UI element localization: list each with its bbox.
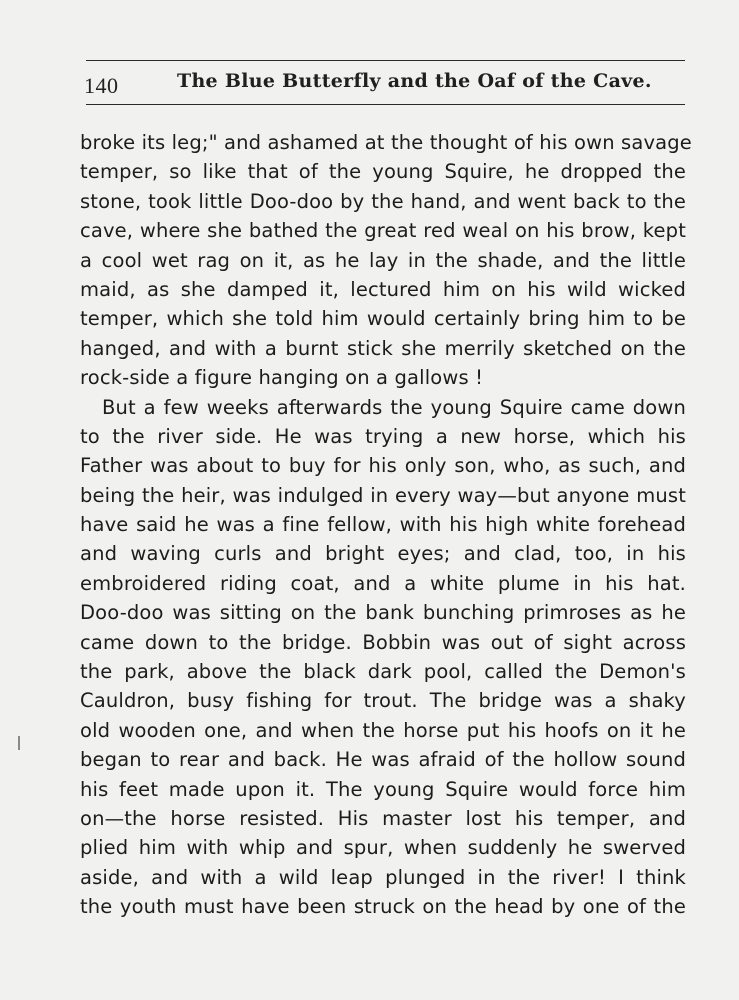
- text-line: rock-side a figure hanging on a gallows !: [80, 366, 484, 390]
- body-text: [80, 128, 692, 922]
- text-line: plied him with whip and spur, when suddenly he swerved: [80, 836, 686, 860]
- running-title: The Blue Butterfly and the Oaf of the Cave.: [177, 70, 652, 92]
- text-line: have said he was a fine fellow, with his high white forehead: [80, 513, 686, 537]
- text-line: Father was about to buy for his only son, who, as such, and: [80, 454, 686, 478]
- text-line: cave, where she bathed the great red weal on his brow, kept: [80, 219, 686, 243]
- text-line: came down to the bridge. Bobbin was out of sight across: [80, 630, 686, 654]
- text-line: broke its leg;" and ashamed at the thought of his own savage: [80, 131, 692, 154]
- text-line: and waving curls and bright eyes; and clad, too, in his: [80, 542, 686, 566]
- text-line: temper, which she told him would certainly bring him to be: [80, 307, 686, 331]
- text-line: the park, above the black dark pool, called the Demon's: [80, 660, 686, 684]
- text-line: his feet made upon it. The young Squire would force him: [80, 777, 686, 801]
- text-line: began to rear and back. He was afraid of the hollow sound: [80, 748, 686, 772]
- text-line: Cauldron, busy fishing for trout. The bridge was a shaky: [80, 689, 686, 713]
- text-line: maid, as she damped it, lectured him on his wild wicked: [80, 277, 686, 301]
- text-line: to the river side. He was trying a new horse, which his: [80, 424, 686, 448]
- print-speck: [18, 736, 20, 750]
- text-line: old wooden one, and when the horse put his hoofs on it he: [80, 718, 686, 742]
- text-line: aside, and with a wild leap plunged in the river! I think: [80, 865, 686, 889]
- text-line: the youth must have been struck on the head by one of the: [80, 895, 686, 919]
- text-line: temper, so like that of the young Squire, he dropped the: [80, 160, 686, 184]
- text-line: on—the horse resisted. His master lost his temper, and: [80, 806, 686, 830]
- header-bottom-rule: [86, 104, 685, 105]
- header-top-rule: [86, 60, 685, 61]
- text-line: embroidered riding coat, and a white plume in his hat.: [80, 571, 686, 595]
- page-number: 140: [84, 73, 119, 98]
- text-line: stone, took little Doo-doo by the hand, and went back to the: [80, 189, 686, 213]
- text-line: being the heir, was indulged in every way—but anyone must: [80, 483, 686, 507]
- text-line: a cool wet rag on it, as he lay in the shade, and the little: [80, 248, 686, 272]
- text-line: Doo-doo was sitting on the bank bunching primroses as he: [80, 601, 686, 625]
- text-line: But a few weeks afterwards the young Squire came down: [102, 395, 686, 419]
- text-line: hanged, and with a burnt stick she merrily sketched on the: [80, 336, 686, 360]
